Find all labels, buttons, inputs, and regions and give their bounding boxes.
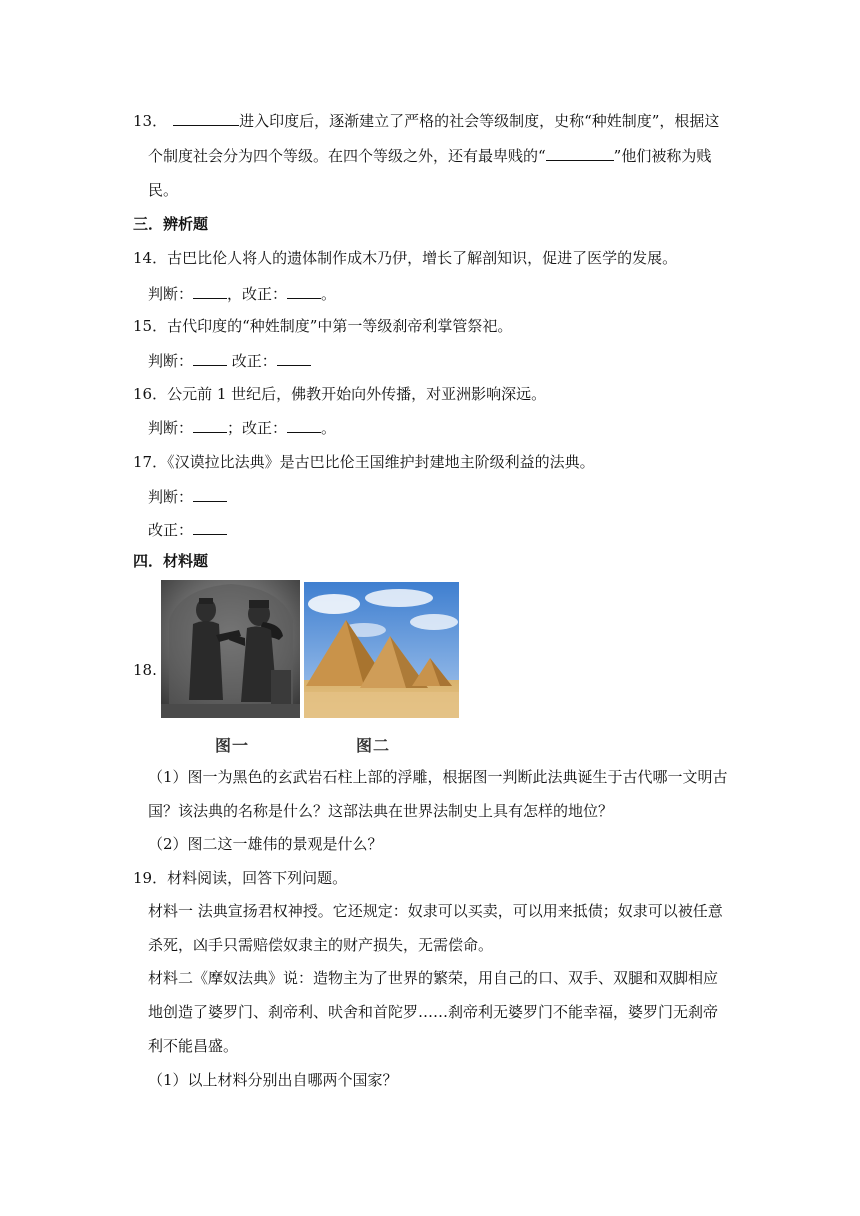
section-3-heading: 三．辨析题	[133, 215, 209, 233]
q17-text: 17．《汉谟拉比法典》是古巴比伦王国维护封建地主阶级利益的法典。	[133, 453, 595, 471]
q16-judge-blank[interactable]	[193, 417, 227, 433]
q17-judge-label: 判断：	[148, 488, 194, 506]
q14-text: 14．古巴比伦人将人的遗体制作成木乃伊，增长了解剖知识，促进了医学的发展。	[133, 249, 678, 267]
q19-sub1: （1）以上材料分别出自哪两个国家？	[148, 1071, 398, 1089]
q13-text-2: 个制度社会分为四个等级。在四个等级之外，还有最卑贱的“	[148, 147, 546, 165]
q18-sub2: （2）图二这一雄伟的景观是什么？	[148, 835, 383, 853]
q17-judge-line	[148, 486, 227, 507]
q16-correct-blank[interactable]	[287, 417, 321, 433]
q14-judge-label: 判断：	[148, 285, 194, 303]
q17-correct-blank[interactable]	[193, 519, 227, 535]
q14-end: 。	[321, 285, 337, 303]
q15-correct-blank[interactable]	[277, 350, 311, 366]
q15-judge-blank[interactable]	[193, 350, 227, 366]
figure-2-caption: 图二	[356, 736, 391, 755]
q16-correct-label: ；改正：	[227, 419, 288, 437]
q14-answer-line	[148, 283, 336, 304]
q17-correct-label: 改正：	[148, 521, 194, 539]
q18-sub1-line-1: （1）图一为黑色的玄武岩石柱上部的浮雕，根据图一判断此法典诞生于古代哪一文明古	[148, 768, 728, 786]
section-4-heading: 四．材料题	[133, 552, 209, 570]
q13-text-1: 进入印度后，逐渐建立了严格的社会等级制度，史称“种姓制度”，根据这	[239, 112, 720, 130]
q16-text: 16．公元前 1 世纪后，佛教开始向外传播，对亚洲影响深远。	[133, 385, 547, 403]
q13-line-2	[148, 145, 711, 166]
q19-material2-line-3: 利不能昌盛。	[148, 1037, 239, 1055]
q13-blank-2[interactable]	[546, 145, 614, 161]
q16-end: 。	[321, 419, 337, 437]
q15-text: 15．古代印度的“种姓制度”中第一等级刹帝利掌管祭祀。	[133, 317, 513, 335]
q17-correct-line	[148, 519, 227, 540]
q19-material2-line-1: 材料二《摩奴法典》说：造物主为了世界的繁荣，用自己的口、双手、双腿和双脚相应	[148, 969, 719, 987]
q15-correct-label: 改正：	[227, 352, 277, 370]
q17-judge-blank[interactable]	[193, 486, 227, 502]
q19-material1-line-1: 材料一 法典宣扬君权神授。它还规定：奴隶可以买卖，可以用来抵债；奴隶可以被任意	[148, 902, 723, 920]
q16-answer-line	[148, 417, 336, 438]
q13-text-3: ”他们被称为贱	[613, 147, 712, 165]
pyramids-image	[304, 582, 459, 718]
q13-number: 13．	[133, 112, 168, 130]
q18-figure	[161, 580, 459, 758]
figure-1-caption: 图一	[215, 736, 250, 755]
q13-line-1	[133, 110, 719, 131]
code-of-hammurabi-relief-image	[161, 580, 300, 718]
q15-answer-line	[148, 350, 311, 371]
q18-sub1-line-2: 国？该法典的名称是什么？这部法典在世界法制史上具有怎样的地位？	[148, 802, 614, 820]
q14-correct-blank[interactable]	[287, 283, 321, 299]
q15-judge-label: 判断：	[148, 352, 194, 370]
q16-judge-label: 判断：	[148, 419, 194, 437]
q13-line-3: 民。	[148, 181, 179, 199]
q18-number: 18.	[133, 661, 157, 679]
q13-blank-1[interactable]	[173, 110, 239, 126]
q19-intro: 19．材料阅读，回答下列问题。	[133, 869, 348, 887]
q14-judge-blank[interactable]	[193, 283, 227, 299]
q19-material1-line-2: 杀死，凶手只需赔偿奴隶主的财产损失，无需偿命。	[148, 936, 494, 954]
q19-material2-line-2: 地创造了婆罗门、刹帝利、吠舍和首陀罗……刹帝利无婆罗门不能幸福，婆罗门无刹帝	[148, 1003, 719, 1021]
q14-correct-label: ，改正：	[227, 285, 288, 303]
